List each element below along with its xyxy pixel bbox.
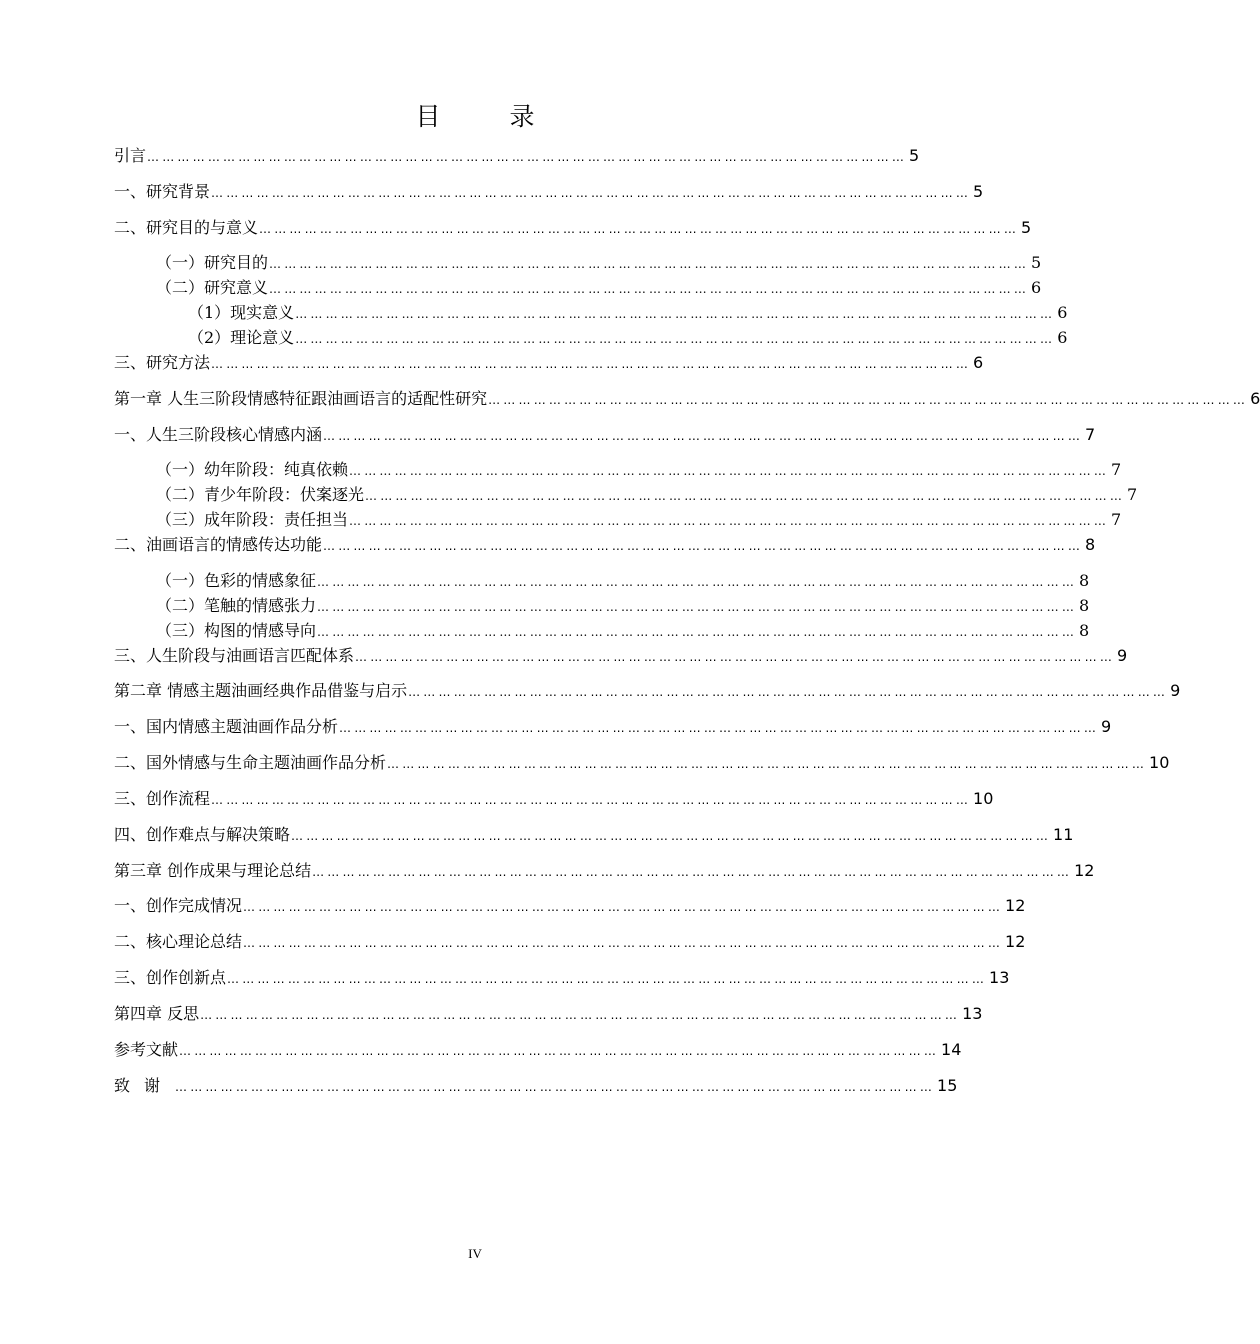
dot-leader: …………………………………………………………………………………………………………………………………… xyxy=(387,757,1148,771)
toc-entry[interactable] xyxy=(114,181,984,204)
toc-entry-page: 12 xyxy=(1005,932,1026,951)
toc-entry-page: 7 xyxy=(1127,485,1138,504)
toc-entry-text: 三、人生阶段与油画语言匹配体系 xyxy=(114,646,355,665)
toc-entry-text: （一）研究目的 xyxy=(156,253,269,272)
toc-entry-text: 一、创作完成情况 xyxy=(114,896,243,915)
toc-entry-page: 5 xyxy=(1021,218,1032,237)
toc-entry[interactable] xyxy=(156,620,1090,643)
toc-entry[interactable] xyxy=(156,277,1042,300)
toc-entry-text: 一、人生三阶段核心情感内涵 xyxy=(114,425,323,444)
toc-entry[interactable] xyxy=(114,424,1096,447)
toc-entry-text: 第四章 反思 xyxy=(114,1004,200,1023)
toc-entry[interactable] xyxy=(188,302,1068,325)
toc-entry-page: 10 xyxy=(973,789,994,808)
toc-title: 目 录 xyxy=(415,102,557,131)
toc-entry-text: 三、研究方法 xyxy=(114,353,211,372)
dot-leader: …………………………………………………………………………………………………………………………………… xyxy=(243,900,1004,914)
toc-entry[interactable] xyxy=(114,645,1128,668)
toc-entry-text: 二、核心理论总结 xyxy=(114,932,243,951)
toc-entry-page: 6 xyxy=(973,353,984,372)
dot-leader: …………………………………………………………………………………………………………………………………… xyxy=(355,650,1116,664)
toc-entry-page: 7 xyxy=(1111,510,1122,529)
toc-entry[interactable] xyxy=(114,388,1260,411)
toc-entry-text: 第二章 情感主题油画经典作品借鉴与启示 xyxy=(114,681,408,700)
toc-entry-page: 6 xyxy=(1250,389,1260,408)
toc-entry-text: 三、创作创新点 xyxy=(114,968,227,987)
dot-leader: …………………………………………………………………………………………………………………………………… xyxy=(200,1008,961,1022)
dot-leader: …………………………………………………………………………………………………………………………………… xyxy=(211,357,972,371)
toc-entry-page: 8 xyxy=(1079,621,1090,640)
dot-leader: …………………………………………………………………………………………………………………………………… xyxy=(365,489,1126,503)
toc-entry-text: （二）笔触的情感张力 xyxy=(156,596,317,615)
toc-entry-page: 7 xyxy=(1085,425,1096,444)
dot-leader: …………………………………………………………………………………………………………………………………… xyxy=(211,186,972,200)
toc-entry-page: 6 xyxy=(1031,278,1042,297)
dot-leader: …………………………………………………………………………………………………………………………………… xyxy=(147,150,908,164)
toc-entry[interactable] xyxy=(188,327,1068,350)
toc-entry-text: （二）青少年阶段：伏案逐光 xyxy=(156,485,365,504)
dot-leader: …………………………………………………………………………………………………………………………………… xyxy=(349,464,1110,478)
toc-entry-text: 三、创作流程 xyxy=(114,789,211,808)
toc-entry[interactable] xyxy=(114,860,1095,883)
toc-entry-text: 第一章 人生三阶段情感特征跟油画语言的适配性研究 xyxy=(114,389,488,408)
toc-entry-page: 5 xyxy=(1031,253,1042,272)
toc-entry-text: （一）幼年阶段：纯真依赖 xyxy=(156,460,349,479)
toc-entry-page: 9 xyxy=(1101,717,1112,736)
dot-leader: …………………………………………………………………………………………………………………………………… xyxy=(295,332,1056,346)
dot-leader: …………………………………………………………………………………………………………………………………… xyxy=(317,625,1078,639)
toc-entry-text: 一、研究背景 xyxy=(114,182,211,201)
toc-entry-text: 一、国内情感主题油画作品分析 xyxy=(114,717,339,736)
page-number: IV xyxy=(468,1246,482,1261)
dot-leader: …………………………………………………………………………………………………………………………………… xyxy=(339,721,1100,735)
dot-leader: …………………………………………………………………………………………………………………………………… xyxy=(179,1044,940,1058)
toc-entry-text: （三）成年阶段：责任担当 xyxy=(156,510,349,529)
toc-entry-text: （1）现实意义 xyxy=(188,303,295,322)
toc-entry[interactable] xyxy=(114,716,1112,739)
toc-entry-page: 12 xyxy=(1005,896,1026,915)
dot-leader: …………………………………………………………………………………………………………………………………… xyxy=(317,600,1078,614)
dot-leader: …………………………………………………………………………………………………………………………………… xyxy=(349,514,1110,528)
dot-leader: …………………………………………………………………………………………………………………………………… xyxy=(408,685,1169,699)
toc-entry[interactable] xyxy=(114,352,984,375)
dot-leader: …………………………………………………………………………………………………………………………………… xyxy=(323,539,1084,553)
toc-entry-page: 14 xyxy=(941,1040,962,1059)
toc-entry-page: 10 xyxy=(1149,753,1170,772)
dot-leader: …………………………………………………………………………………………………………………………………… xyxy=(175,1080,936,1094)
toc-entry-text: （三）构图的情感导向 xyxy=(156,621,317,640)
toc-entry[interactable] xyxy=(114,788,994,811)
toc-entry-page: 7 xyxy=(1111,460,1122,479)
toc-entry-page: 12 xyxy=(1074,861,1095,880)
toc-entry-page: 9 xyxy=(1170,681,1181,700)
toc-entry-page: 15 xyxy=(937,1076,958,1095)
toc-entry-page: 13 xyxy=(989,968,1010,987)
toc-entry[interactable] xyxy=(114,145,920,168)
toc-entry-text: 二、油画语言的情感传达功能 xyxy=(114,535,323,554)
dot-leader: …………………………………………………………………………………………………………………………………… xyxy=(211,793,972,807)
toc-entry-page: 9 xyxy=(1117,646,1128,665)
toc-entry[interactable] xyxy=(114,967,1010,990)
toc-entry-page: 5 xyxy=(973,182,984,201)
toc-entry-text: （2）理论意义 xyxy=(188,328,295,347)
toc-entry-text: （二）研究意义 xyxy=(156,278,269,297)
toc-entry[interactable] xyxy=(156,570,1090,593)
toc-entry-page: 8 xyxy=(1085,535,1096,554)
toc-entry-page: 11 xyxy=(1053,825,1074,844)
dot-leader: …………………………………………………………………………………………………………………………………… xyxy=(317,575,1078,589)
toc-entry[interactable] xyxy=(114,534,1096,557)
toc-entry[interactable] xyxy=(114,931,1026,954)
toc-entry-page: 8 xyxy=(1079,571,1090,590)
toc-entry-text: 四、创作难点与解决策略 xyxy=(114,825,291,844)
toc-entry-text: 第三章 创作成果与理论总结 xyxy=(114,861,312,880)
toc-entry[interactable] xyxy=(114,752,1170,775)
toc-entry-text: 致谢 xyxy=(114,1076,175,1095)
dot-leader: …………………………………………………………………………………………………………………………………… xyxy=(488,393,1249,407)
toc-entry-page: 13 xyxy=(962,1004,983,1023)
dot-leader: …………………………………………………………………………………………………………………………………… xyxy=(269,282,1030,296)
toc-entry-page: 6 xyxy=(1057,328,1068,347)
toc-entry[interactable] xyxy=(114,895,1026,918)
toc-entry-page: 8 xyxy=(1079,596,1090,615)
toc-entry[interactable] xyxy=(114,680,1181,703)
toc-entry-text: 引言 xyxy=(114,146,147,165)
toc-entry[interactable] xyxy=(156,509,1122,532)
toc-entry[interactable] xyxy=(114,1075,958,1098)
dot-leader: …………………………………………………………………………………………………………………………………… xyxy=(227,972,988,986)
toc-entry[interactable] xyxy=(114,1003,983,1026)
toc-entry-page: 5 xyxy=(909,146,920,165)
toc-entry-text: 参考文献 xyxy=(114,1040,179,1059)
dot-leader: …………………………………………………………………………………………………………………………………… xyxy=(259,222,1020,236)
toc-entry-text: 二、研究目的与意义 xyxy=(114,218,259,237)
dot-leader: …………………………………………………………………………………………………………………………………… xyxy=(295,307,1056,321)
dot-leader: …………………………………………………………………………………………………………………………………… xyxy=(269,257,1030,271)
toc-entry-text: （一）色彩的情感象征 xyxy=(156,571,317,590)
toc-entry[interactable] xyxy=(156,252,1042,275)
toc-entry-text: 二、国外情感与生命主题油画作品分析 xyxy=(114,753,387,772)
toc-entry[interactable] xyxy=(114,1039,962,1062)
toc-entry[interactable] xyxy=(114,824,1074,847)
dot-leader: …………………………………………………………………………………………………………………………………… xyxy=(323,429,1084,443)
toc-entry[interactable] xyxy=(156,459,1122,482)
dot-leader: …………………………………………………………………………………………………………………………………… xyxy=(312,865,1073,879)
toc-entry-page: 6 xyxy=(1057,303,1068,322)
toc-entry[interactable] xyxy=(156,484,1138,507)
dot-leader: …………………………………………………………………………………………………………………………………… xyxy=(243,936,1004,950)
toc-entry[interactable] xyxy=(156,595,1090,618)
toc-entry[interactable] xyxy=(114,217,1032,240)
dot-leader: …………………………………………………………………………………………………………………………………… xyxy=(291,829,1052,843)
